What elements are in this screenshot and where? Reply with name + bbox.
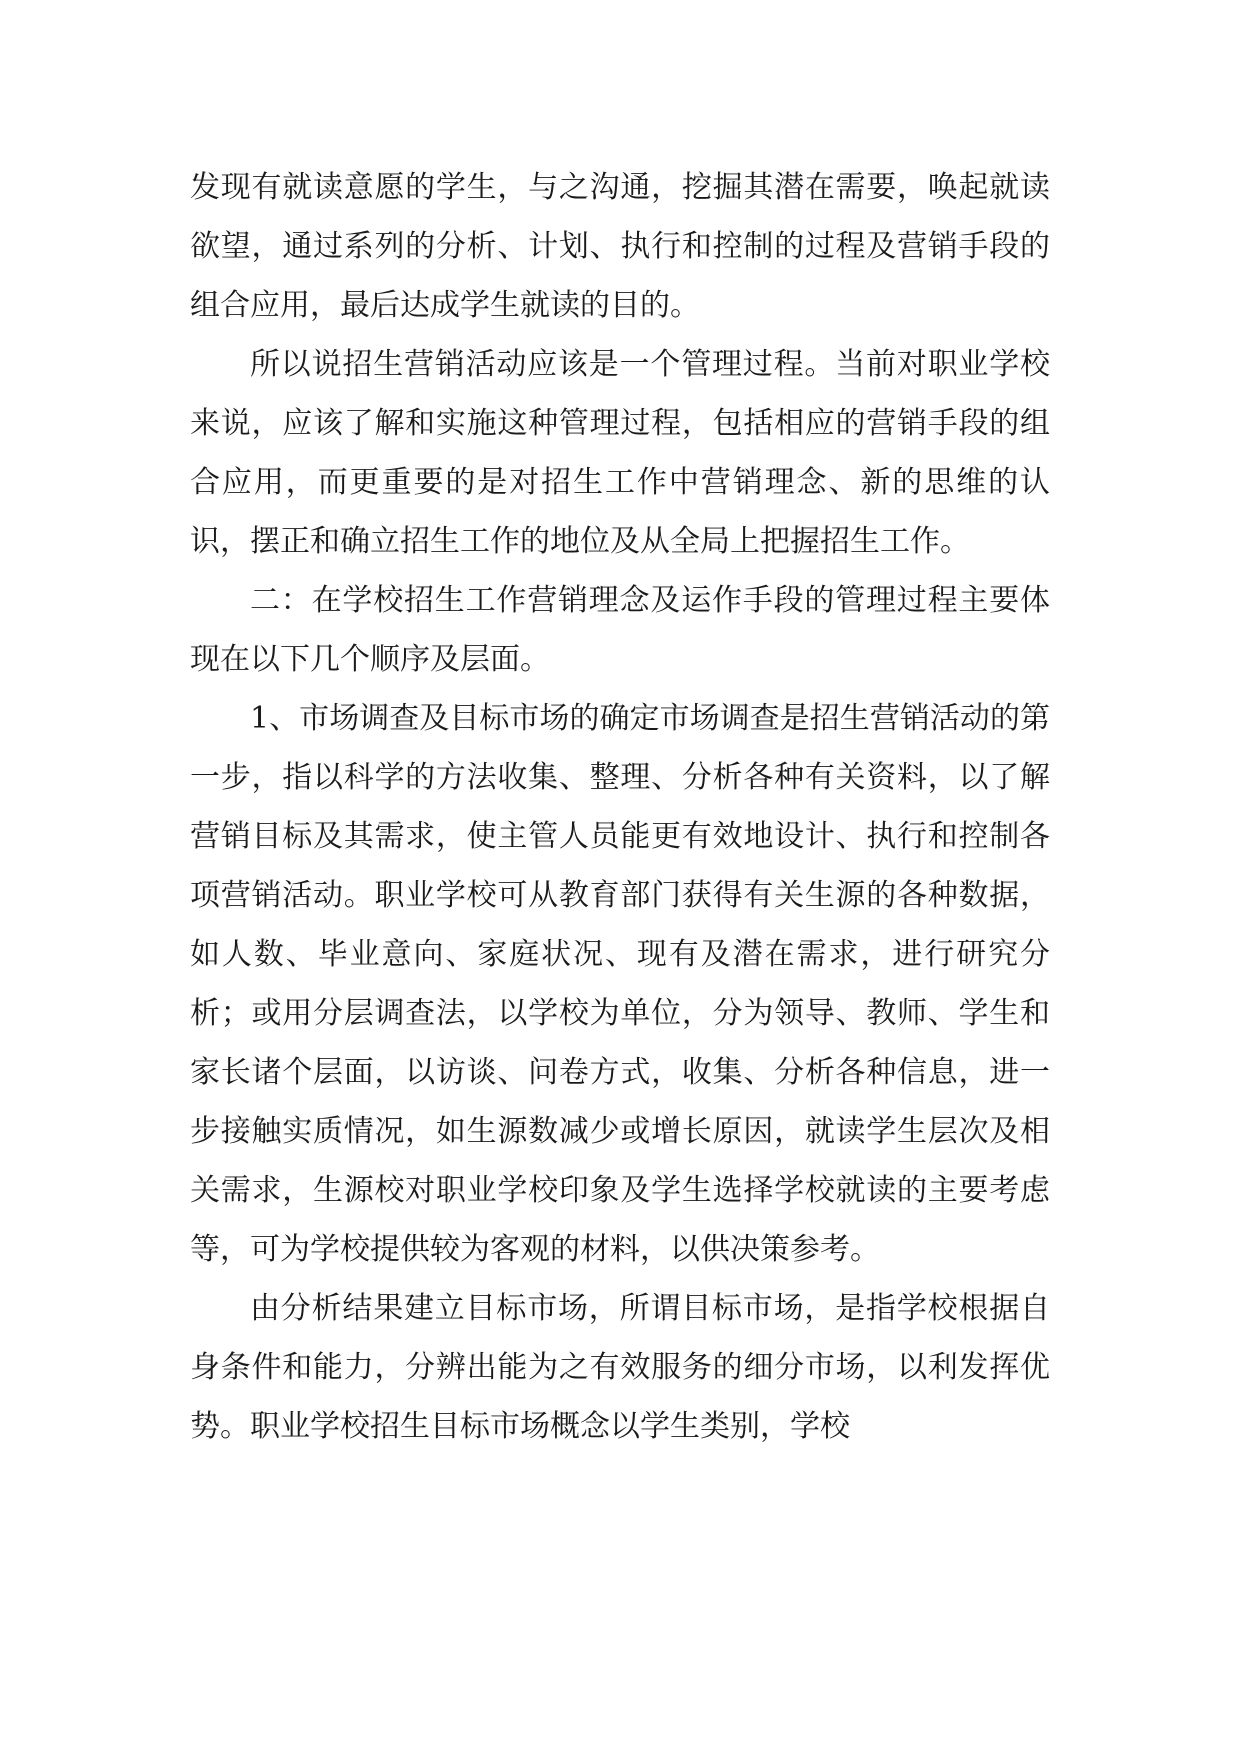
paragraph-continuation: 发现有就读意愿的学生，与之沟通，挖掘其潜在需要，唤起就读欲望，通过系列的分析、计划、执行和控制的过程及营销手段的组合应用，最后达成学生就读的目的。 [190,170,1050,323]
document-body [190,158,1050,1456]
paragraph-target-market: 由分析结果建立目标市场，所谓目标市场，是指学校根据自身条件和能力，分辨出能为之有效服务的细分市场，以利发挥优势。职业学校招生目标市场概念以学生类别，学校 [190,1291,1050,1444]
paragraph-management-process: 所以说招生营销活动应该是一个管理过程。当前对职业学校来说，应该了解和实施这种管理过程，包括相应的营销手段的组合应用，而更重要的是对招生工作中营销理念、新的思维的认识，摆正和确立招生工作的地位及从全局上把握招生工作。 [190,347,1050,559]
paragraph-section-two: 二：在学校招生工作营销理念及运作手段的管理过程主要体现在以下几个顺序及层面。 [190,583,1050,677]
paragraph-market-research: 1、市场调查及目标市场的确定市场调查是招生营销活动的第一步，指以科学的方法收集、整理、分析各种有关资料，以了解营销目标及其需求，使主管人员能更有效地设计、执行和控制各项营销活动。职业学校可从教育部门获得有关生源的各种数据，如人数、毕业意向、家庭状况、现有及潜在需求，进行研究分析；或用分层调查法，以学校为单位，分为领导、教师、学生和家长诸个层面，以访谈、问卷方式，收集、分析各种信息，进一步接触实质情况，如生源数减少或增长原因，就读学生层次及相关需求，生源校对职业学校印象及学生选择学校就读的主要考虑等，可为学校提供较为客观的材料，以供决策参考。 [190,701,1050,1267]
